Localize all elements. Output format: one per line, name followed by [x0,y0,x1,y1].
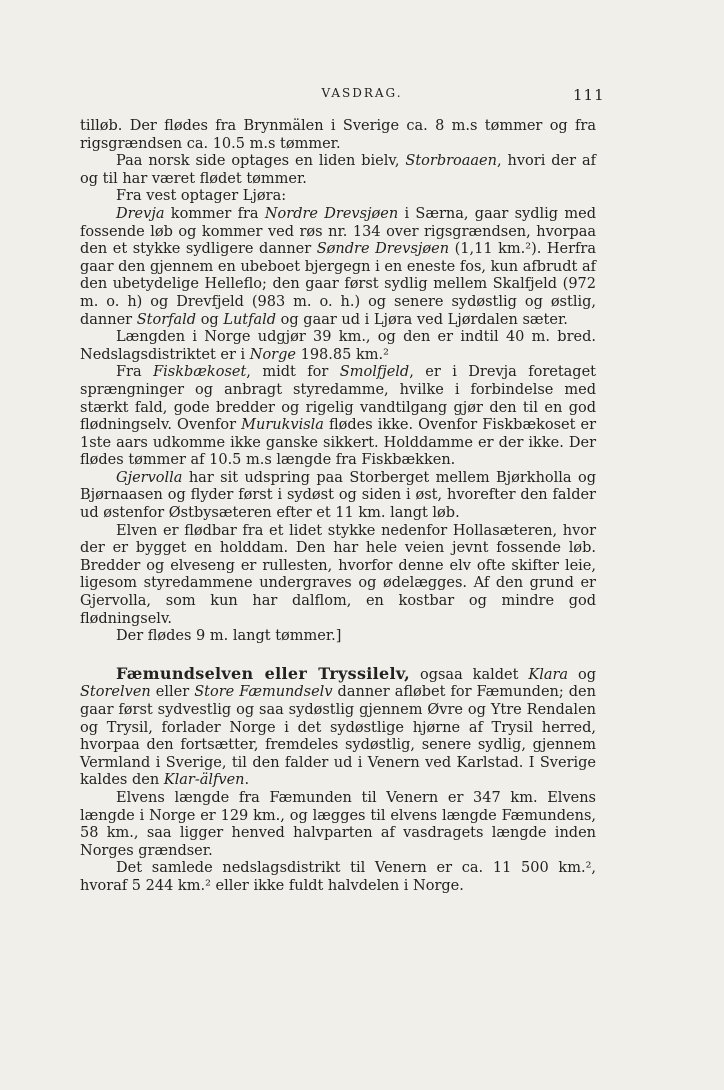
paragraph-p3 [80,188,596,206]
italic-place-name: Storelven [80,684,151,701]
running-header-title: VASDRAG. [321,86,403,100]
text-run: , hvori der af og til har været flødet tømmer. [80,153,596,187]
paragraph-p8 [80,523,596,629]
text-run: Fra vest optager Ljøra: [116,188,287,205]
paragraph-p2 [80,153,596,188]
text-run: , midt for [246,364,340,381]
text-run: har sit udspring paa Storberget mellem Bjørkholla og Bjørnaasen og flyder først i sydøst og siden i øst, hvorefter den falder ud østenfor Østbysæteren efter et 11 km. langt løb. [80,469,596,522]
text-run: Der flødes 9 m. langt tømmer.] [116,628,342,645]
italic-place-name: Nordre Drevsjøen [264,205,399,222]
page-number: 111 [573,86,605,104]
text-run: og gaar ud i Ljøra ved Ljørdalen sæter. [276,311,568,328]
text-run: ogsaa kaldet [410,666,529,683]
italic-place-name: Drevja [116,205,165,222]
text-run: Fra [116,364,154,381]
text-run: og [568,666,597,683]
paragraph-p1 [80,118,596,153]
italic-place-name: Klar-älfven [163,772,245,789]
text-run: danner afløbet for Fæmunden; den gaar først sydvestlig og saa sydøstlig gjennem Øvre og Ytre Rendalen og Trysil, forlader Norge i det sydøstlige hjørne af Trysil herred, hvorpaa den fortsætter, fremdeles sydøstlig, senere sydlig, gjennem Vermland i Sverige, til den falder ud i Venern ved Karlstad. I Sverige kaldes den [80,684,596,789]
italic-place-name: Storbroaaen [405,153,497,170]
text-run: Længden i Norge udgjør 39 km., og den er indtil 40 m. bred. Nedslagsdistriktet er i [80,329,596,363]
text-run: . [244,772,250,789]
paragraph-p5 [80,329,596,364]
paragraph-p12 [80,860,596,895]
text-run: , er i Drevja foretaget sprængninger og anbragt styredamme, hvilke i forbindelse med stærkt fald, gode bredder og rigelig vandtilgang gjør den til en god flødningselv. Ovenfor [80,364,596,434]
text-run: Elven er flødbar fra et lidet stykke nedenfor Hollasæteren, hvor der er bygget en holddam. Den har hele veien jevnt fossende løb. Bredder og elveseng er rullesten, hvorfor denne elv ofte skifter leie, ligesom styredammene undergraves og ødelægges. Af den grund er Gjervolla, som kun har dalflom, en kostbar og mindre god flødningselv. [80,522,596,627]
section-heading: Fæmundselven eller Tryssilelv, [116,663,411,683]
italic-place-name: Søndre Drevsjøen [316,241,450,258]
text-run: eller [150,684,195,701]
text-run: Paa norsk side optages en liden bielv, [116,153,406,170]
text-run: flødes ikke. Ovenfor Fiskbækoset er 1ste aars udkomme ikke ganske sikkert. Holddamme er der ikke. Der flødes tømmer af 10.5 m.s længde fra Fiskbækken. [80,417,596,469]
text-run: i Særna, gaar sydlig med fossende løb og kommer ved røs nr. 134 over rigsgrændsen, hvorpaa den et stykke sydligere danner [80,205,596,258]
italic-place-name: Gjervolla [116,469,183,486]
paragraph-p10 [80,665,596,790]
text-run: Elvens længde fra Fæmunden til Venern er 347 km. Elvens længde i Norge er 129 km., og lægges til elvens længde Fæmundens, 58 km., saa ligger henved halvparten af vasdragets længde inden Norges grændser. [80,789,596,859]
text-run: og [196,311,224,328]
text-run: 198.85 km.² [295,346,389,363]
italic-place-name: Storfald [136,311,197,328]
italic-place-name: Fiskbækoset [153,364,247,381]
body-text [80,118,596,896]
paragraph-p9 [80,628,596,646]
paragraph-p4 [80,206,596,329]
italic-place-name: Klara [528,666,569,683]
paragraph-p7 [80,470,596,523]
text-run: kommer fra [164,205,265,222]
text-run: Det samlede nedslagsdistrikt til Venern er ca. 11 500 km.², hvoraf 5 244 km.² eller ikke fuldt halvdelen i Norge. [80,860,596,894]
italic-place-name: Norge [249,346,296,363]
italic-place-name: Lutfald [223,311,277,328]
italic-place-name: Smolfjeld [339,364,410,381]
text-run: (1,11 km.²). Herfra gaar den gjennem en ubeboet bjergegn i en eneste fos, kun afbrudt af den ubetydelige Helleflo; den gaar først sydlig mellem Skalfjeld (972 m. o. h) og Drevfjeld (983 m. o. h.) og senere sydøstlig og østlig, danner [80,241,597,328]
italic-place-name: Store Fæmundselv [194,684,333,701]
text-run: tilløb. Der flødes fra Brynmälen i Sverige ca. 8 m.s tømmer og fra rigsgrændsen ca. 10.5 m.s tømmer. [80,118,596,152]
paragraph-p6 [80,364,596,470]
italic-place-name: Murukvisla [241,417,324,434]
paragraph-p11 [80,790,596,860]
